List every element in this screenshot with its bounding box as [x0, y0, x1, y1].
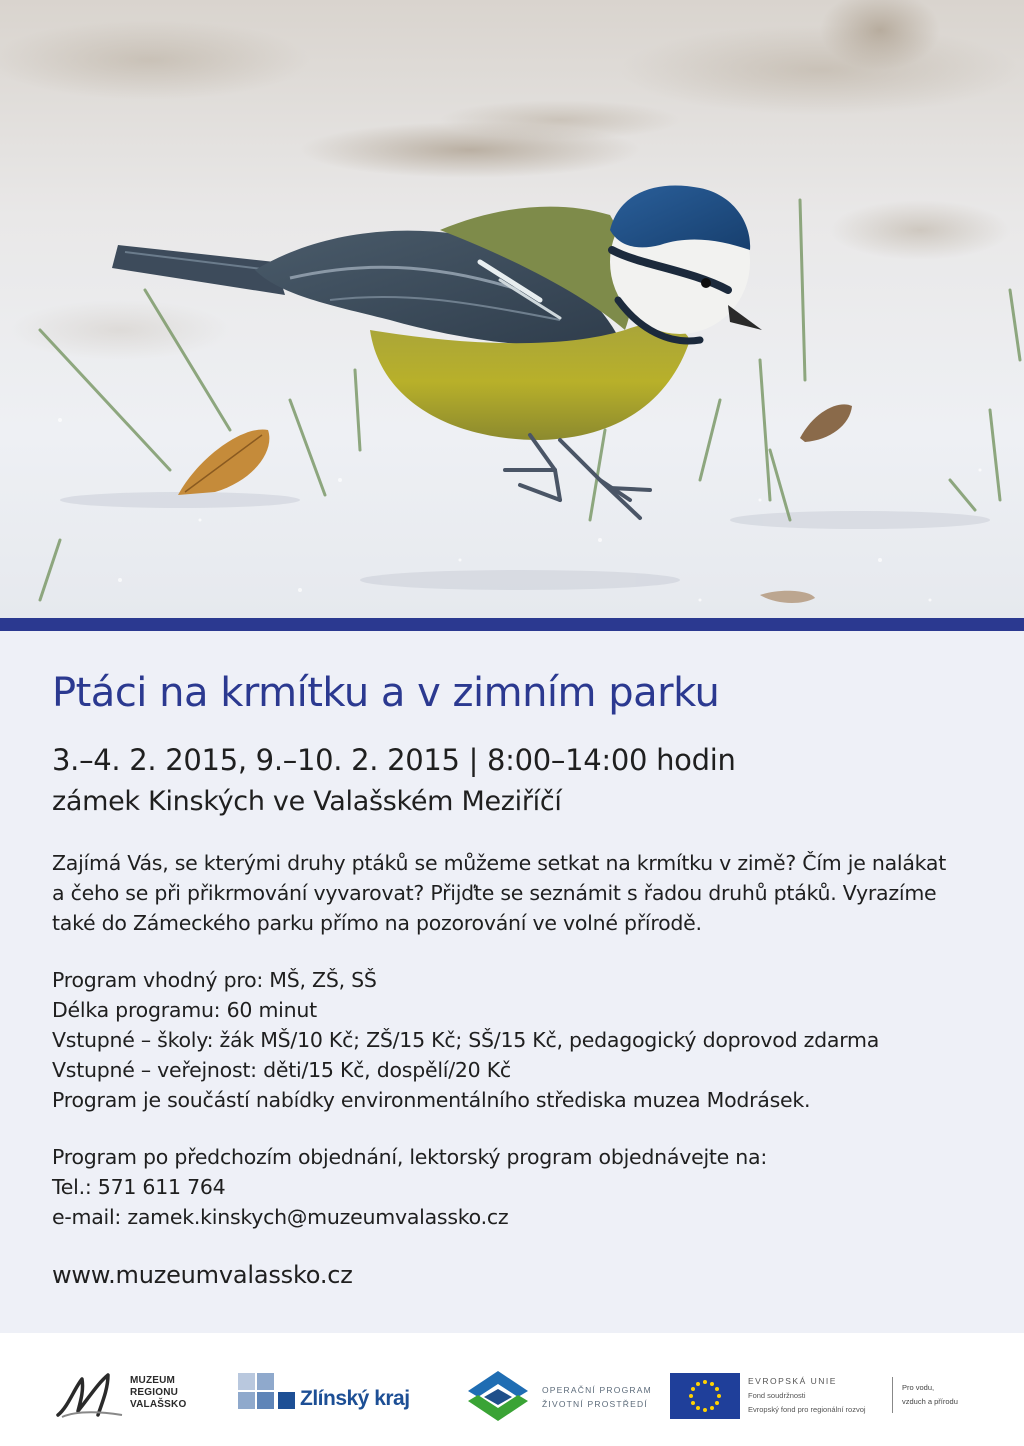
accent-rule [0, 618, 1024, 631]
eu-flag-icon [670, 1373, 740, 1419]
museum-m-logo-icon [56, 1371, 128, 1421]
museum-logo[interactable] [56, 1371, 206, 1421]
intro-line: a čeho se při přikrmování vyvarovat? Přijďte se seznámit s řadou druhů ptáků. Vyrazíme [52, 881, 937, 905]
zlin-logo[interactable] [238, 1373, 428, 1415]
program-note-text: Program je součástí nabídky environmentálního střediska muzea Modrásek. [52, 1088, 811, 1112]
eu-logo-text: EVROPSKÁ UNIE Fond soudržnosti Evropský fond pro regionální rozvoj [748, 1376, 866, 1414]
op-zp-chevron-logo-icon [462, 1367, 534, 1423]
intro-line: Zajímá Vás, se kterými druhy ptáků se můžeme setkat na krmítku v zimě? Čím je nalákat [52, 851, 947, 875]
zlin-squares-logo-icon [238, 1373, 298, 1415]
phone-text[interactable]: Tel.: 571 611 764 [52, 1175, 226, 1199]
eu-logo[interactable] [670, 1373, 970, 1421]
fee-schools-text: Vstupné – školy: žák MŠ/10 Kč; ZŠ/15 Kč; SŠ/15 Kč, pedagogický doprovod zdarma [52, 1028, 880, 1052]
event-venue: zámek Kinských ve Valašském Meziříčí [52, 786, 562, 817]
event-dates: 3.–4. 2. 2015, 9.–10. 2. 2015 | 8:00–14:00 hodin [52, 743, 736, 777]
zlin-logo-text: Zlínský kraj [300, 1387, 410, 1410]
event-title: Ptáci na krmítku a v zimním parku [52, 670, 720, 716]
booking-text: Program po předchozím objednání, lektorský program objednávejte na: [52, 1145, 768, 1169]
hero-photo [0, 0, 1024, 618]
duration-text: Délka programu: 60 minut [52, 998, 317, 1022]
website-link[interactable]: www.muzeumvalassko.cz [52, 1261, 353, 1289]
eu-logo-divider [892, 1377, 893, 1413]
eu-motto-text: Pro vodu, vzduch a přírodu [902, 1383, 958, 1406]
audience-text: Program vhodný pro: MŠ, ZŠ, SŠ [52, 968, 377, 992]
museum-logo-text: MUZEUM REGIONU VALAŠSKO [130, 1375, 187, 1410]
op-zp-logo[interactable] [462, 1367, 662, 1423]
fee-public-text: Vstupné – veřejnost: děti/15 Kč, dospělí/20 Kč [52, 1058, 511, 1082]
intro-paragraph [52, 848, 982, 938]
partner-logos [0, 1333, 1024, 1446]
contact-info [52, 1142, 982, 1232]
email-text[interactable]: e-mail: zamek.kinskych@muzeumvalassko.cz [52, 1205, 509, 1229]
op-zp-logo-text: OPERAČNÍ PROGRAM ŽIVOTNÍ PROSTŘEDÍ [542, 1385, 652, 1409]
intro-line: také do Zámeckého parku přímo na pozorování ve volné přírodě. [52, 911, 702, 935]
program-info [52, 965, 982, 1115]
